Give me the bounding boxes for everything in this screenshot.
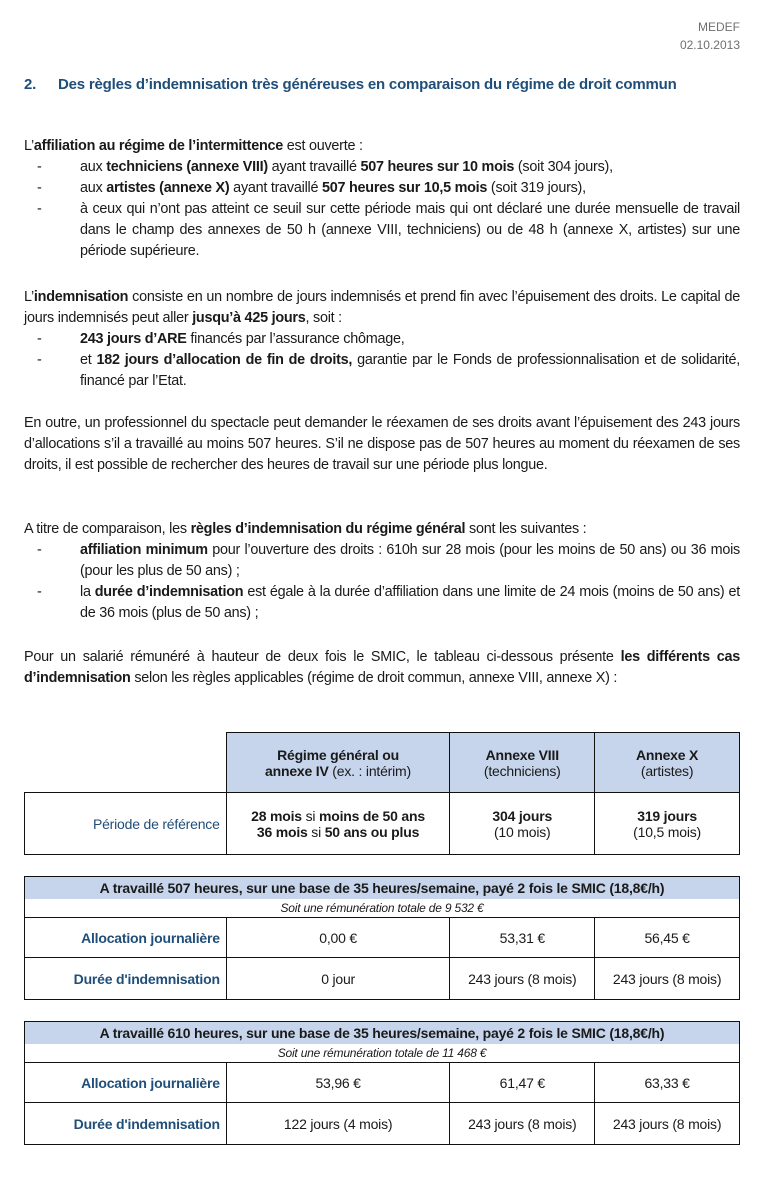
section-title-text: Des règles d’indemnisation très généreuses en comparaison du régime de droit commun	[58, 76, 677, 93]
text: est égale à la durée d’affiliation dans une limite de 24 mois (moins de 50 ans) et de 36 mois (plus de 50 ans) ;	[80, 584, 740, 621]
table-cell	[226, 793, 450, 855]
emphasis: techniciens (annexe VIII)	[106, 159, 268, 175]
list-item	[24, 540, 740, 582]
table-cell: 0 jour	[226, 958, 450, 1000]
text: (10,5 mois)	[633, 823, 701, 840]
table-row	[25, 1103, 740, 1145]
text: (soit 319 jours),	[487, 180, 586, 196]
text: moins de 50 ans	[318, 807, 425, 824]
text: pour l’ouverture des droits : 610h sur 28 mois (pour les moins de 50 ans) ou 36 mois (pour les plus de 50 ans) ;	[80, 542, 741, 579]
list-item	[24, 178, 740, 199]
table-cell: 243 jours (8 mois)	[595, 958, 740, 1000]
text: (10 mois)	[493, 823, 551, 840]
table-cell: 56,45 €	[595, 918, 740, 958]
column-header-regime-general	[226, 733, 450, 793]
document-header	[680, 18, 740, 54]
text: En outre, un professionnel du spectacle peut demander le réexamen de ses droits avant l’épuisement des 243 jours d’allocations s’il a travaillé au moins 507 heures. S’il ne dispose pas de 507 heures au moment du réexamen de ses droits, il est possible de rechercher des heures de travail sur une période plus longue.	[24, 415, 740, 473]
text: consiste en un nombre de jours indemnisés et prend fin avec l’épuisement des droits. Le capital de jours indemnisés peut aller	[24, 289, 740, 326]
emphasis: règles d’indemnisation du régime général	[190, 521, 466, 537]
row-label: Période de référence	[25, 793, 227, 855]
case-610-table	[24, 1021, 740, 1145]
table-cell: 243 jours (8 mois)	[450, 958, 595, 1000]
text: ayant travaillé	[267, 159, 361, 175]
table-row	[25, 958, 740, 1000]
text: Annexe VIII	[485, 746, 559, 763]
emphasis: 507 heures sur 10,5 mois	[321, 180, 488, 196]
affiliation-paragraph	[24, 136, 740, 262]
tableau-intro-paragraph	[24, 647, 740, 689]
comparaison-paragraph	[24, 519, 740, 624]
text: sont les suivantes :	[465, 521, 587, 537]
list-item	[24, 329, 740, 350]
list-item	[24, 582, 740, 624]
row-label: Allocation journalière	[25, 1063, 227, 1103]
text: L’	[24, 138, 34, 154]
row-label: Durée d'indemnisation	[25, 1103, 227, 1145]
document-date: 02.10.2013	[679, 38, 740, 52]
text: annexe IV	[265, 762, 329, 779]
text: Régime général ou	[277, 746, 399, 763]
empty-corner-cell	[25, 733, 227, 793]
table-cell: 243 jours (8 mois)	[450, 1103, 595, 1145]
text: Annexe X	[635, 746, 699, 763]
column-header-annexe-viii	[450, 733, 595, 793]
text: selon les règles applicables (régime de droit commun, annexe VIII, annexe X) :	[130, 670, 618, 686]
case-507-table	[24, 876, 740, 1000]
text: et	[80, 352, 97, 368]
text: (artistes)	[640, 762, 694, 779]
emphasis: affiliation au régime de l’intermittence	[33, 138, 283, 154]
subtitle-row	[25, 1044, 740, 1063]
organization-name: MEDEF	[698, 20, 740, 34]
text: aux	[80, 180, 107, 196]
emphasis: 243 jours d’ARE	[80, 331, 187, 347]
text: A titre de comparaison, les	[24, 521, 191, 537]
emphasis: affiliation minimum	[80, 542, 208, 558]
list-item	[24, 350, 740, 392]
table-cell	[595, 793, 740, 855]
text: Pour un salarié rémunéré à hauteur de deux fois le SMIC, le tableau ci-dessous présente	[24, 649, 621, 665]
text: garantie par le Fonds de professionnalisation et de solidarité, financé par l’Etat.	[80, 352, 741, 389]
subtitle-row	[25, 899, 740, 918]
text: (ex. : intérim)	[328, 762, 411, 779]
table-cell	[450, 793, 595, 855]
table-cell: 53,96 €	[226, 1063, 450, 1103]
table-cell: 243 jours (8 mois)	[595, 1103, 740, 1145]
text: si	[301, 807, 319, 824]
text: est ouverte :	[283, 138, 363, 154]
text: (soit 304 jours),	[514, 159, 613, 175]
reexamen-paragraph	[24, 413, 740, 476]
table-cell: 122 jours (4 mois)	[226, 1103, 450, 1145]
table-header-row	[25, 733, 740, 793]
case-subtitle: Soit une rémunération totale de 11 468 €	[25, 1044, 740, 1063]
reference-period-table	[24, 732, 740, 855]
table-cell: 53,31 €	[450, 918, 595, 958]
emphasis: jusqu’à 425 jours	[192, 310, 306, 326]
text: , soit :	[305, 310, 342, 326]
text: financés par l’assurance chômage,	[186, 331, 405, 347]
list-item	[24, 199, 740, 262]
section-number: 2.	[24, 76, 37, 93]
row-label: Allocation journalière	[25, 918, 227, 958]
emphasis: durée d’indemnisation	[94, 584, 244, 600]
emphasis: artistes (annexe X)	[106, 180, 230, 196]
table-cell: 63,33 €	[595, 1063, 740, 1103]
text: la	[80, 584, 95, 600]
emphasis: 182 jours d’allocation de fin de droits,	[96, 352, 353, 368]
table-row	[25, 793, 740, 855]
case-banner: A travaillé 610 heures, sur une base de 35 heures/semaine, payé 2 fois le SMIC (18,8€/h)	[25, 1022, 740, 1045]
text: 28 mois	[251, 807, 302, 824]
text: 304 jours	[492, 807, 553, 824]
column-header-annexe-x	[595, 733, 740, 793]
text: (techniciens)	[483, 762, 561, 779]
indemnisation-list	[24, 329, 740, 392]
text: ayant travaillé	[229, 180, 322, 196]
affiliation-list	[24, 157, 740, 262]
banner-row	[25, 1022, 740, 1045]
section-title	[24, 76, 677, 93]
case-banner: A travaillé 507 heures, sur une base de 35 heures/semaine, payé 2 fois le SMIC (18,8€/h)	[25, 877, 740, 900]
table-cell: 61,47 €	[450, 1063, 595, 1103]
list-item	[24, 157, 740, 178]
emphasis: 507 heures sur 10 mois	[360, 159, 515, 175]
case-subtitle: Soit une rémunération totale de 9 532 €	[25, 899, 740, 918]
emphasis: les différents cas d’indemnisation	[24, 649, 740, 686]
row-label: Durée d'indemnisation	[25, 958, 227, 1000]
text: si	[307, 823, 325, 840]
text: L’	[24, 289, 34, 305]
table-cell: 0,00 €	[226, 918, 450, 958]
text: à ceux qui n’ont pas atteint ce seuil sur cette période mais qui ont déclaré une durée mensuelle de travail dans le champ des annexes de 50 h (annexe VIII, techniciens) ou de 48 h (annexe X, artistes) sur une période supérieure.	[80, 201, 740, 259]
text: aux	[80, 159, 107, 175]
table-row	[25, 918, 740, 958]
text: 50 ans ou plus	[324, 823, 420, 840]
indemnisation-paragraph	[24, 287, 740, 392]
comparaison-list	[24, 540, 740, 624]
banner-row	[25, 877, 740, 900]
text: 36 mois	[256, 823, 308, 840]
table-row	[25, 1063, 740, 1103]
emphasis: indemnisation	[33, 289, 129, 305]
text: 319 jours	[637, 807, 697, 824]
